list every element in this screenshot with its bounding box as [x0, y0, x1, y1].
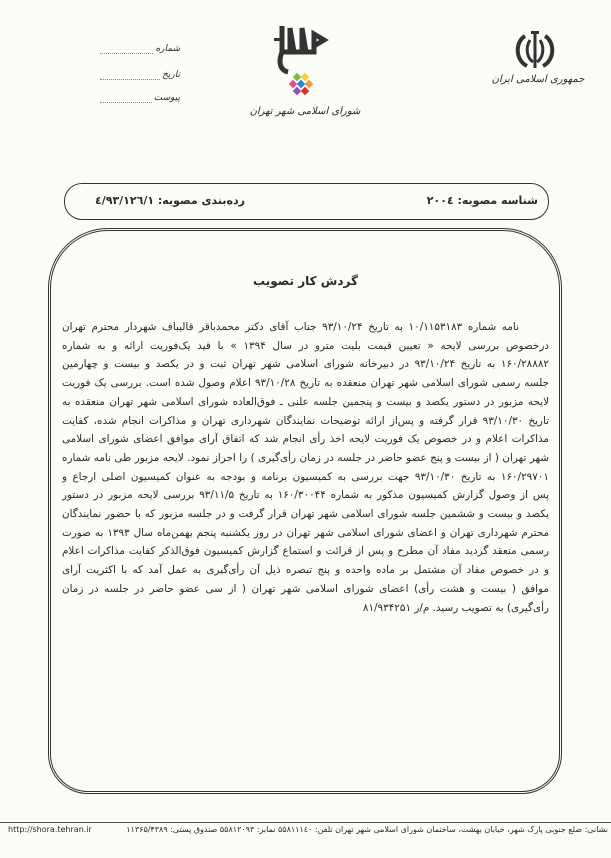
tehran-council-logo-icon [268, 22, 330, 102]
document-title: گردش کار تصویب [253, 274, 358, 288]
attachment-field [100, 93, 180, 103]
document-body [62, 318, 549, 617]
attachment-label: پیوست [153, 93, 180, 103]
date-label: تاریخ [162, 70, 180, 80]
body-line: موافق ( بیست و هشت رأی) اعضای شورای اسلامی شهر تهران ( از سی عضو حاضر در جلسه در زمان [62, 582, 549, 595]
body-line: لایحه مزبور در دستور یکصد و بیست و پنجمین جلسه علنی ـ فوق‌العاده شورای اسلامی شهر تهران منعقده به [62, 395, 549, 408]
resolution-header-box [64, 183, 549, 220]
date-blank [100, 71, 160, 80]
attachment-blank [100, 94, 152, 103]
emblem-caption: جمهوری اسلامی ایران [491, 74, 585, 85]
iran-emblem-icon [513, 28, 557, 72]
footer-url: http://shora.tehran.ir [8, 825, 92, 834]
body-line: رأی‌گیری) به تصویب رسید. م/ر ۸۱/۹۳۴۲۵۱ [362, 601, 549, 614]
body-line: رسمی منعقد گردید مفاد آن مطرح و پس از قرائت و استماع گزارش کمیسیون فوق‌الذکر کفایت مذاکرات اعلام [62, 545, 549, 558]
resolution-id: شناسه مصوبه: ۲۰۰٤ [426, 194, 538, 207]
number-blank [100, 45, 153, 54]
body-line: مذاکرات اعلام و در خصوص یک فوریت لایحه اخذ رأی انجام شد که اتفاق آرای موافق اعضای شورای اسلامی [62, 433, 549, 446]
body-line: جلسه رسمی شورای اسلامی شهر تهران منعقده به تاریخ ۹۳/۱۰/۲۸ اعلام وصول شده است. بررسی یک فوریت [62, 377, 549, 390]
footer-address: نشانی: ضلع جنوبی پارک شهر، خیابان بهشت، ساختمان شورای اسلامی شهر تهران تلفن: ۵۵۸۱۱۱٤۰ نمابر: ۵۵۸۱۲۰۹۳ صندوق پستی: ۱۱۳۶۵/۴۳۸۹ [126, 825, 608, 834]
body-line: پس از وصول گزارش کمیسیون مذکور به شماره ۱۶۰/۳۰۰۴۴ به تاریخ ۹۳/۱۱/۵ بررسی لایحه مزبور در دستور [62, 489, 549, 502]
body-line: شهر تهران ( از بیست و پنج عضو حاضر در جلسه در زمان رأی‌گیری ) را احراز نمود. لایحه مزبور طی نامه شماره [62, 451, 549, 464]
body-line: یکصد و بیست و ششمین جلسه شورای اسلامی شهر تهران قرار گرفت و در جلسه مزبور که با حضور نمایندگان [62, 508, 549, 521]
resolution-classification: رده‌بندی مصوبه: ٤/۹۳/۱۲٦/۱ [95, 194, 245, 207]
council-caption: شورای اسلامی شهر تهران [249, 106, 361, 117]
footer-divider [0, 822, 611, 823]
body-line: نامه شماره ۱۰/۱۱۵۳۱۸۳ به تاریخ ۹۳/۱۰/۲۴ جناب آقای دکتر محمدباقر قالیباف شهردار محترم تهران [62, 321, 519, 333]
footer [8, 825, 608, 834]
body-line: درخصوص بررسی لایحه « تعیین قیمت بلیت مترو در سال ۱۳۹۴ » با قید یک‌فوریت ارائه و به شماره [62, 339, 549, 352]
number-label: شماره [155, 44, 180, 54]
date-field [100, 70, 180, 80]
body-line: و در خصوص مفاد آن مشتمل بر ماده واحده و پنج تبصره ذیل آن رأی‌گیری به عمل آمد که با اکثریت آرای [62, 564, 549, 577]
body-line: ۱۶۰/۲۹۷۰۱ به تاریخ ۹۳/۱۰/۳۰ جهت بررسی به کمیسیون برنامه و بودجه به عنوان کمیسیون اصلی ارجاع و [62, 470, 549, 483]
body-line: ۱۶۰/۲۸۸۸۲ به تاریخ ۹۳/۱۰/۲۴ در دبیرخانه شورای اسلامی شهر تهران ثبت و در یکصد و بیست و چهارمین [62, 358, 549, 371]
number-field [100, 44, 180, 54]
body-line: محترم شهرداری تهران و اعضای شورای اسلامی شهر تهران در روز یکشنبه پنجم بهمن‌ماه سال ۱۳۹۳ به صورت [62, 526, 549, 539]
body-line: تاریخ ۹۳/۱۰/۳۰ قرار گرفته و پس‌از ارائه توضیحات نمایندگان شهرداری تهران و مذاکرات انجام شده، کفایت [62, 414, 549, 427]
